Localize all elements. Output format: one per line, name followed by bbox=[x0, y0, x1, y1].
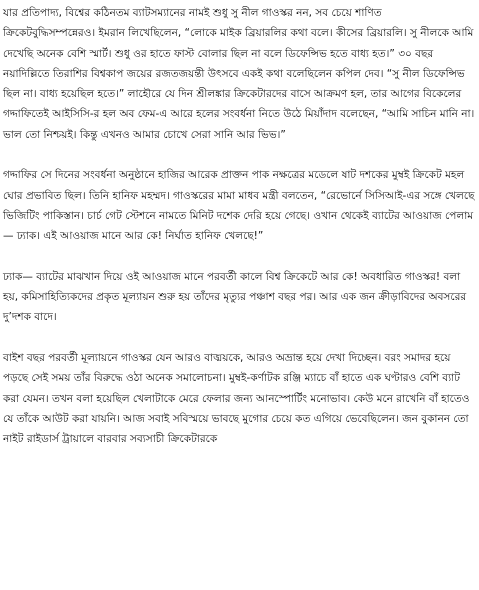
article-paragraph-2: গদ্দাফির সে দিনের সংবর্ধনা অনুষ্ঠানে হাজির আরেক প্রাক্তন পাক নক্ষত্রের মডেলে ষাট দশকের মুম্বই ক্রিকেট মহল ঘোর প্রভাবিত ছিল। তিনি হানিফ মহম্মদ। গাওস্করের মামা মাধব মন্ত্রী বলতেন, “রেভোর্নে সিসিআই-এর সঙ্গে খেলছে ভিজিটিং পাকিস্তান। চার্চ গেট স্টেশনে নামতে মিনিট দশেক দেরি হয়ে গেছে। ওখান থেকেই ব্যাটের আওয়াজ পেলাম— ঢ্যাক। এই আওয়াজ মানে আর কে! নির্ঘাত হানিফ খেলছে!” bbox=[3, 169, 475, 243]
article-paragraph-3: ঢ্যাক— ব্যাটের মাঝখান দিয়ে ওই আওয়াজ মানে পরবর্তী কালে বিশ্ব ক্রিকেটে আর কে! অবধারিত গাওস্কর! বলা হয়, কমিসাহিত্যিকদের প্রকৃত মূল্যায়ন শুরু হয় তাঁদের মৃত্যুর পঞ্চাশ বছর পর। আর এক জন ক্রীড়াবিদের অবসরের দু’দশক বাদে। bbox=[3, 270, 467, 324]
article-paragraph-1: যার প্রতিপাদ্য, বিশ্বের কঠিনতম ব্যাটসম্যানের নামই শুধু সু নীল গাওস্কর নন, সব চেয়ে শাণিত ক্রিকেটবুদ্ধিসম্পন্নেরও। ইমরান লিখেছিলেন, “লোকে মাইক ব্রিয়ারলির কথা বলে। কীসের ব্রিয়ারলি। সু নীলকে আমি দেখেছি অনেক বেশি স্মার্ট। শুধু ওর হাতে ফাস্ট বোলার ছিল না বলে ডিফেন্সিভ হতে বাধ্য হত।” ৩০ বছর নয়াদিল্লিতে তিরাশির বিশ্বকাপ জয়ের রজতজয়ন্তী উৎসবে একই কথা বলেছিলেন কপিল দেব। “সু নীল ডিফেন্সিভ ছিল না। বাধ্য হয়েছিল হতে।” লাহৌরে যে দিন শ্রীলঙ্কার ক্রিকেটারদের বাসে আক্রমণ হল, তার আগের বিকেলের গদ্দাফিতেই আইসিসি-র হল অব ফেম-এ আরে হলের সংবর্ধনা নিতে উঠে মিয়াঁদাদ বলেছেন, “আমি সাচিন মানি না। ভাল তো নিশ্চয়ই। কিন্তু এখনও আমার চোখে সেরা সানি আর ভিভ।” bbox=[3, 7, 475, 141]
article-paragraph-4: বাইশ বছর পরবর্তী মূল্যায়নে গাওস্কর যেন আরও বাঙ্ময়কে, আরও অভ্রান্ত হয়ে দেখা দিচ্ছেন। বরং সমাদর হয়ে পড়ছে সেই সময় তাঁর বিরুদ্ধে ওঠা অনেক সমালোচনা। মুম্বই-কর্ণাটক রঞ্জি ম্যাচে বাঁ হাতে এক ঘণ্টারও বেশি ব্যাট করা যেমন। তখন বলা হয়েছিল খেলাটাকে মেরে ফেলার জন্য আনস্পোর্টিং মনোভাব। কেউ মনে রাখেনি বাঁ হাতেও যে তাঁকে আউট করা যায়নি। আজ সবাই সবিস্ময়ে ভাবছে মুগোর চেয়ে কত এগিয়ে ভেবেছিলেন। জন বুকানন তো নাইট রাইডার্স ট্রায়ালে বারবার সব্যসাচী ক্রিকেটারকে bbox=[3, 352, 470, 446]
